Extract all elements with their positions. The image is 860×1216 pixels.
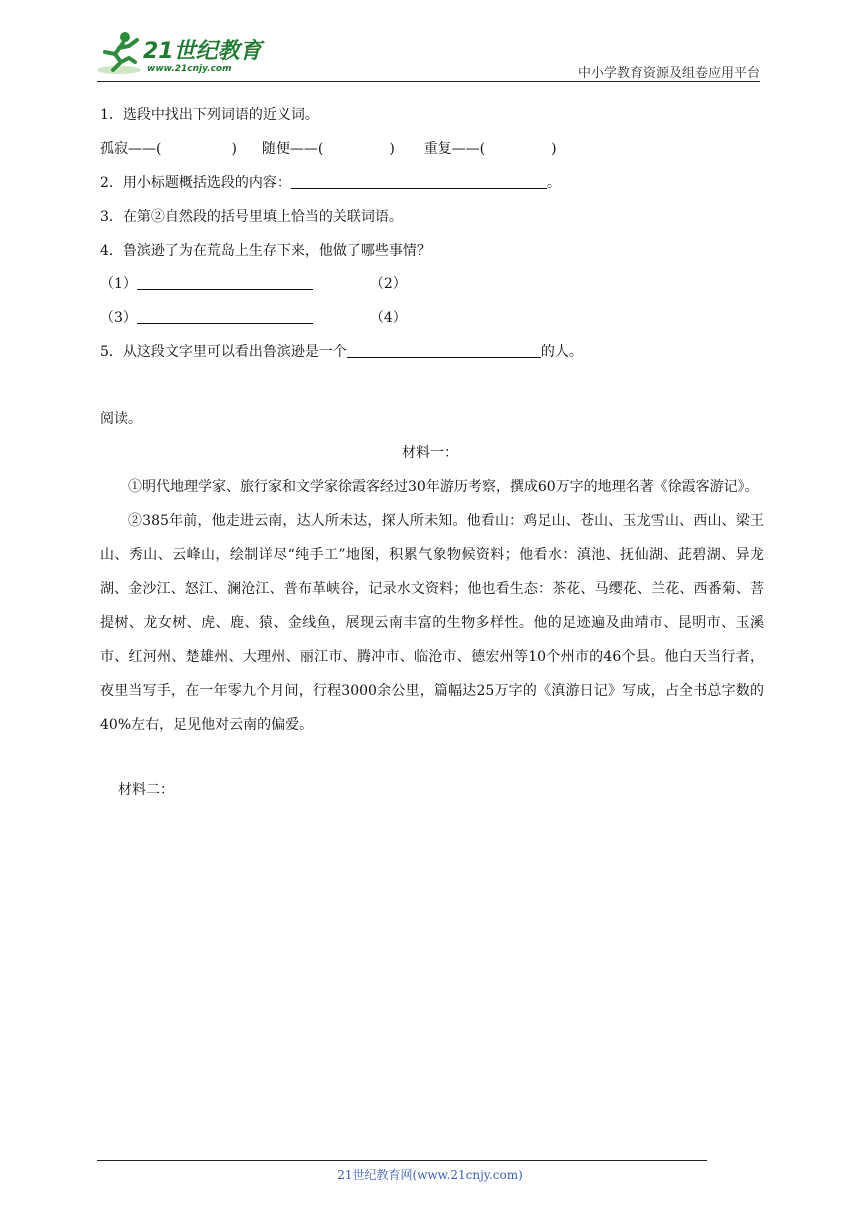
word-2-close: ): [389, 141, 395, 157]
question-4: 4．鲁滨逊了为在荒岛上生存下来，他做了哪些事情？: [100, 243, 431, 259]
reading-label: 阅读。: [100, 411, 142, 427]
word-3-label: 重复——(: [423, 141, 486, 157]
item-label: （3）: [100, 310, 137, 326]
question-2-end: 。: [546, 175, 561, 191]
question-3: 3．在第②自然段的括号里填上恰当的关联词语。: [100, 209, 403, 225]
question-4-row-2: [100, 308, 407, 328]
question-2: [100, 173, 561, 193]
question-5-text: 5．从这段文字里可以看出鲁滨逊是一个: [100, 344, 347, 360]
header-divider: [97, 81, 760, 82]
material-1-body: [100, 470, 764, 742]
site-logo: [95, 30, 265, 80]
question-1: 1．选段中找出下列词语的近义词。: [100, 107, 319, 123]
word-1-close: ): [231, 141, 237, 157]
material-1-title: 材料一：: [402, 445, 458, 461]
question-5: [100, 342, 583, 362]
platform-title: 中小学教育资源及组卷应用平台: [577, 66, 760, 81]
logo-text: 21世纪教育: [143, 39, 262, 64]
word-2-label: 随便——(: [261, 141, 324, 157]
word-3-close: ): [551, 141, 557, 157]
paragraph-1: ①明代地理学家、旅行家和文学家徐霞客经过30年游历考察，撰成60万字的地理名著《徐霞客游记》。: [128, 479, 759, 495]
answer-blank[interactable]: [137, 275, 313, 290]
question-5-end: 的人。: [540, 344, 583, 360]
question-1-words: [100, 139, 557, 159]
question-4-row-1: [100, 274, 407, 294]
word-1-label: 孤寂——(: [100, 141, 162, 157]
runner-logo-icon: [95, 30, 147, 76]
footer-text: 21世纪教育网(www.21cnjy.com): [337, 1168, 523, 1182]
logo-url: www.21cnjy.com: [147, 64, 232, 74]
question-2-text: 2．用小标题概括选段的内容：: [100, 175, 291, 191]
item-label: （1）: [100, 276, 137, 292]
material-2-title: 材料二：: [118, 782, 174, 798]
item-label: （2）: [369, 276, 407, 292]
footer-divider: [97, 1160, 707, 1161]
answer-blank[interactable]: [347, 343, 541, 358]
answer-blank[interactable]: [291, 174, 547, 189]
answer-blank[interactable]: [137, 309, 313, 324]
item-label: （4）: [369, 310, 407, 326]
paragraph-2: ②385年前，他走进云南，达人所未达，探人所未知。他看山：鸡足山、苍山、玉龙雪山、西山、梁王山、秀山、云峰山，绘制详尽“纯手工”地图，积累气象物候资料；他看水：滇池、抚仙湖、茈碧湖、异龙湖、金沙江、怒江、澜沧江、普布革峡谷，记录水文资料；他也看生态：茶花、马缨花、兰花、西番菊、菩提树、龙女树、虎、鹿、猿、金线鱼，展现云南丰富的生物多样性。他的足迹遍及曲靖市、昆明市、玉溪市、红河州、楚雄州、大理州、丽江市、腾冲市、临沧市、德宏州等10个州市的46个县。他白天当行者，夜里当写手，在一年零九个月间，行程3000余公里，篇幅达25万字的《滇游日记》写成，占全书总字数的40%左右，足见他对云南的偏爱。: [100, 513, 764, 733]
